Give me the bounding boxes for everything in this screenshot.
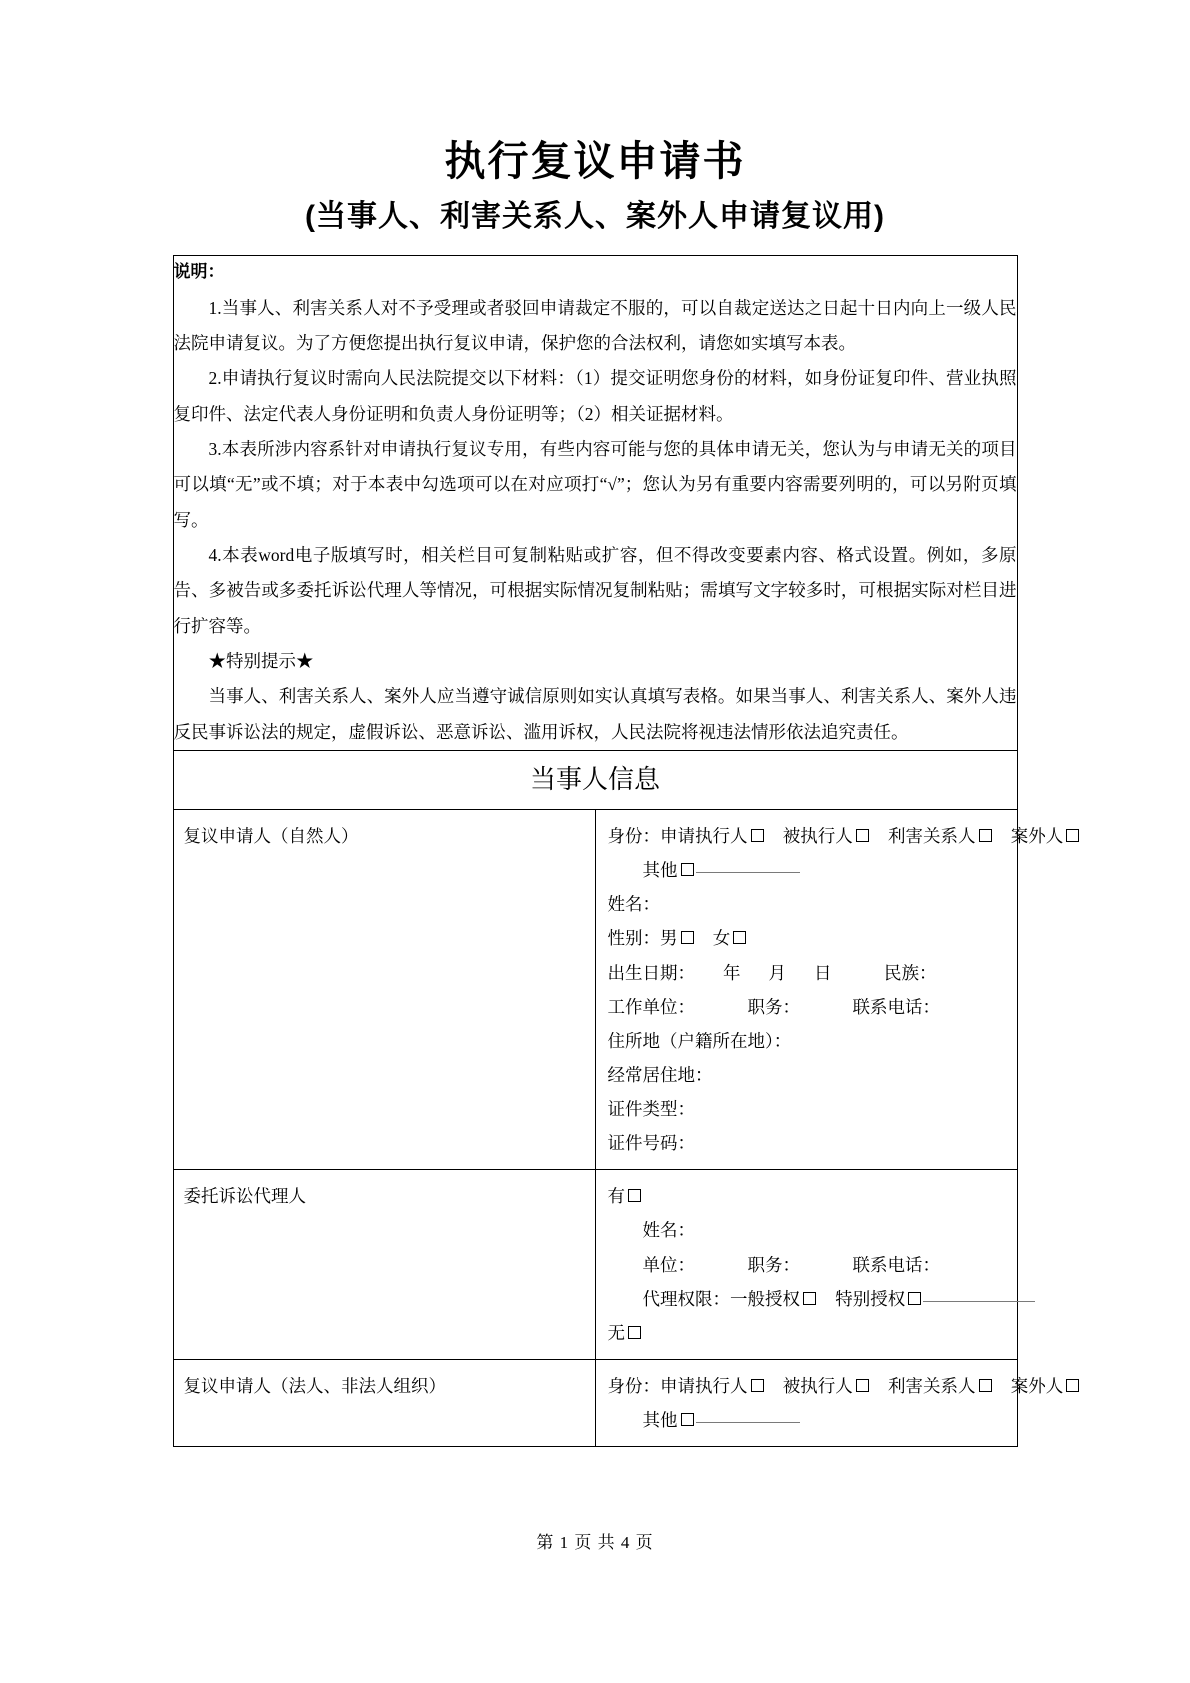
checkbox-legal-identity-respondent[interactable] xyxy=(856,1379,869,1392)
field-agent-has xyxy=(608,1179,1007,1213)
agent-unit-label: 单位： xyxy=(642,1254,695,1275)
checkbox-legal-identity-applicant[interactable] xyxy=(751,1379,764,1392)
work-unit-label: 工作单位： xyxy=(607,996,695,1017)
legal-identity-option-outsider-label: 案外人 xyxy=(1010,1375,1064,1396)
agent-authority-general-label: 一般授权 xyxy=(730,1288,800,1309)
application-form-table xyxy=(173,255,1064,1447)
checkbox-identity-other[interactable] xyxy=(681,863,694,876)
field-legal-identity xyxy=(607,1369,1064,1403)
page-footer: 第 1 页 共 4 页 xyxy=(536,1533,654,1552)
field-agent-none xyxy=(608,1316,1007,1350)
input-authority-special[interactable] xyxy=(923,1301,1035,1302)
legal-identity-option-interested-label: 利害关系人 xyxy=(888,1375,976,1396)
input-legal-identity-other[interactable] xyxy=(696,1422,800,1423)
page-title: 执行复议申请书 xyxy=(444,138,746,184)
identity-option-applicant-label: 申请执行人 xyxy=(660,826,748,847)
agent-position-label: 职务： xyxy=(747,1254,800,1275)
agent-authority-label: 代理权限： xyxy=(642,1288,730,1309)
legal-identity-option-applicant-label: 申请执行人 xyxy=(660,1375,748,1396)
identity-option-respondent-label: 被执行人 xyxy=(782,826,853,847)
checkbox-gender-male[interactable] xyxy=(681,931,694,944)
birth-year-unit: 年 xyxy=(723,962,741,983)
legal-identity-option-respondent-label: 被执行人 xyxy=(782,1375,853,1396)
identity-option-interested-label: 利害关系人 xyxy=(888,826,976,847)
special-tip-text: 当事人、利害关系人、案外人应当遵守诚信原则如实认真填写表格。如果当事人、利害关系人、案外人违反民事诉讼法的规定，虚假诉讼、恶意诉讼、滥用诉权，人民法院将视违法情形依法追究责任。 xyxy=(173,686,1017,742)
field-agent-unit xyxy=(608,1248,1007,1282)
notes-cell xyxy=(173,256,1017,751)
field-agent-name xyxy=(608,1213,1007,1247)
note-item-1: 1.当事人、利害关系人对不予受理或者驳回申请裁定不服的，可以自裁定送达之日起十日内向上一级人民法院申请复议。为了方便您提出执行复议申请，保护您的合法权利，请您如实填写本表。 xyxy=(173,297,1017,353)
field-identity xyxy=(607,819,1064,853)
checkbox-gender-female[interactable] xyxy=(733,931,746,944)
id-number-label: 证件号码： xyxy=(607,1133,695,1154)
checkbox-legal-identity-outsider[interactable] xyxy=(1066,1379,1079,1392)
checkbox-identity-interested[interactable] xyxy=(979,829,992,842)
field-identity-other xyxy=(608,853,1007,887)
row-fields-legal-person xyxy=(595,1359,1064,1446)
position-label: 职务： xyxy=(747,996,800,1017)
field-domicile xyxy=(608,1024,1007,1058)
birth-date-label: 出生日期： xyxy=(607,962,695,983)
agent-none-label: 无 xyxy=(607,1322,625,1343)
phone-label: 联系电话： xyxy=(852,996,940,1017)
checkbox-legal-identity-other[interactable] xyxy=(681,1413,694,1426)
page-subtitle: (当事人、利害关系人、案外人申请复议用) xyxy=(305,200,885,234)
legal-identity-other-label: 其他 xyxy=(642,1410,678,1431)
ethnicity-label: 民族： xyxy=(884,962,937,983)
field-work-unit xyxy=(608,990,1007,1024)
field-legal-identity-other xyxy=(608,1403,1007,1437)
field-gender xyxy=(608,921,1007,955)
checkbox-agent-has[interactable] xyxy=(628,1189,641,1202)
identity-other-label: 其他 xyxy=(642,860,678,881)
gender-option-male-label: 男 xyxy=(660,928,678,949)
checkbox-identity-outsider[interactable] xyxy=(1066,829,1079,842)
special-tip-marker: ★特别提示★ xyxy=(208,650,314,671)
notes-row xyxy=(173,256,1017,751)
notes-heading: 说明： xyxy=(173,262,225,282)
gender-label: 性别： xyxy=(607,928,660,949)
row-label-natural-person: 复议申请人（自然人） xyxy=(173,810,595,1170)
name-label: 姓名： xyxy=(607,894,660,915)
row-label-legal-person: 复议申请人（法人、非法人组织） xyxy=(173,1359,595,1446)
input-identity-other[interactable] xyxy=(696,872,800,873)
title-block xyxy=(0,0,1190,236)
checkbox-legal-identity-interested[interactable] xyxy=(979,1379,992,1392)
residence-label: 经常居住地： xyxy=(607,1064,713,1085)
checkbox-authority-special[interactable] xyxy=(908,1292,921,1305)
checkbox-identity-respondent[interactable] xyxy=(856,829,869,842)
identity-label: 身份： xyxy=(607,826,660,847)
table-row-agent xyxy=(173,1170,1017,1360)
birth-month-unit: 月 xyxy=(768,962,786,983)
checkbox-identity-applicant[interactable] xyxy=(751,829,764,842)
agent-has-label: 有 xyxy=(607,1186,625,1207)
table-row-legal-person xyxy=(173,1359,1017,1446)
id-type-label: 证件类型： xyxy=(607,1099,695,1120)
field-agent-authority xyxy=(608,1282,1007,1316)
birth-day-unit: 日 xyxy=(814,962,832,983)
agent-phone-label: 联系电话： xyxy=(852,1254,940,1275)
field-residence xyxy=(608,1058,1007,1092)
row-fields-agent xyxy=(595,1170,1017,1360)
note-item-4: 4.本表word电子版填写时，相关栏目可复制粘贴或扩容，但不得改变要素内容、格式设置。例如，多原告、多被告或多委托诉讼代理人等情况，可根据实际情况复制粘贴；需填写文字较多时，可根据实际对栏目进行扩容等。 xyxy=(173,544,1017,636)
identity-option-outsider-label: 案外人 xyxy=(1010,826,1064,847)
domicile-label: 住所地（户籍所在地）： xyxy=(607,1030,792,1051)
field-name xyxy=(608,887,1007,921)
section-header-party-info: 当事人信息 xyxy=(173,751,1017,810)
agent-name-label: 姓名： xyxy=(642,1220,695,1241)
checkbox-agent-none[interactable] xyxy=(628,1326,641,1339)
row-label-agent: 委托诉讼代理人 xyxy=(173,1170,595,1360)
gender-option-female-label: 女 xyxy=(712,928,731,949)
field-id-number xyxy=(608,1126,1007,1160)
field-id-type xyxy=(608,1092,1007,1126)
row-fields-natural-person xyxy=(595,810,1064,1170)
table-row-natural-person xyxy=(173,810,1017,1170)
note-item-3: 3.本表所涉内容系针对申请执行复议专用，有些内容可能与您的具体申请无关，您认为与申请无关的项目可以填“无”或不填；对于本表中勾选项可以在对应项打“√”；您认为另有重要内容需要列明的，可以另附页填写。 xyxy=(173,438,1017,530)
agent-authority-special-label: 特别授权 xyxy=(835,1288,906,1309)
checkbox-authority-general[interactable] xyxy=(803,1292,816,1305)
field-birth-date xyxy=(608,956,1007,990)
legal-identity-label: 身份： xyxy=(607,1375,660,1396)
note-item-2: 2.申请执行复议时需向人民法院提交以下材料：（1）提交证明您身份的材料，如身份证复印件、营业执照复印件、法定代表人身份证明和负责人身份证明等；（2）相关证据材料。 xyxy=(173,368,1017,424)
section-header-row xyxy=(173,751,1017,810)
